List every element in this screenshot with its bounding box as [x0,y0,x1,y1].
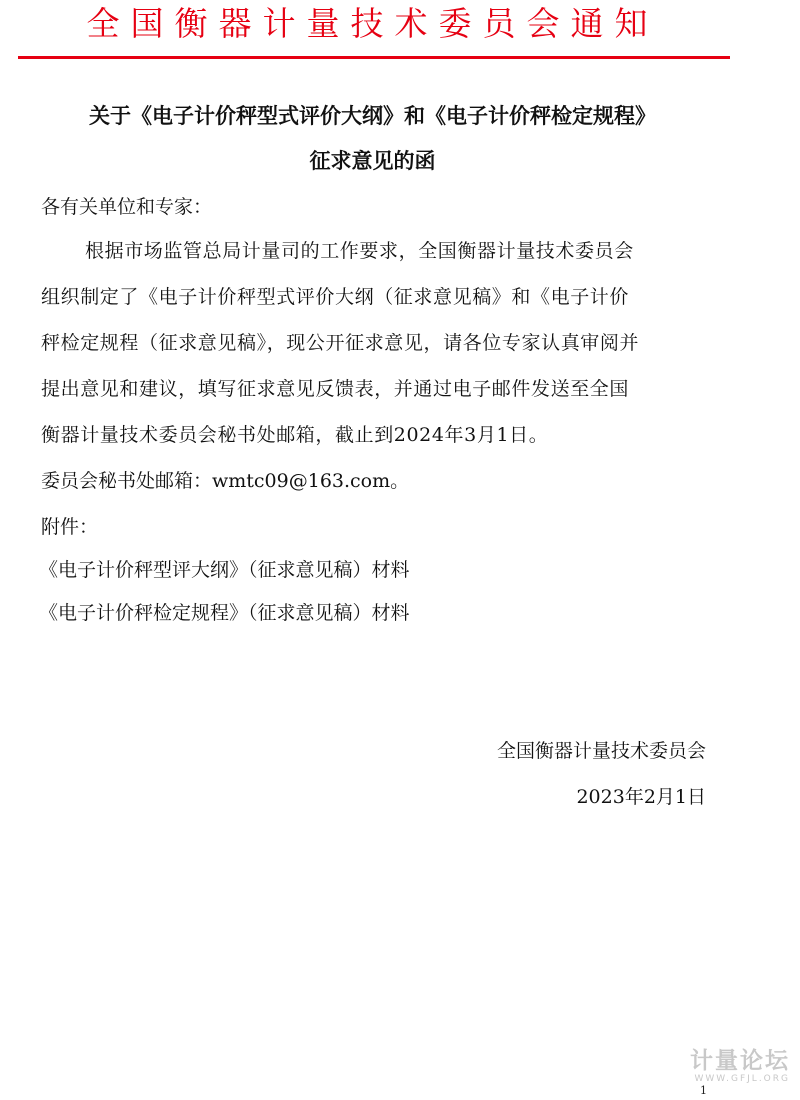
header-divider [18,56,730,59]
body-line: 秤检定规程（征求意见稿》，现公开征求意见，请各位专家认真审阅并 [41,332,640,354]
body-line: 组织制定了《电子计价秤型式评价大纲（征求意见稿》和《电子计价 [41,286,630,308]
body-paragraph [41,236,709,466]
body-line: 衡器计量技术委员会秘书处邮箱，截止到2024年3月1日。 [41,424,549,446]
document-title-line2: 征求意见的函 [309,149,436,173]
page-number: 1 [700,1084,707,1097]
body-line: 根据市场监管总局计量司的工作要求，全国衡器计量技术委员会 [85,240,634,262]
attachments-label: 附件： [41,516,99,538]
secretariat-email: 委员会秘书处邮箱：wmtc09@163.com。 [41,470,410,492]
attachment-item: 《电子计价秤型评大纲》（征求意见稿）材料 [39,559,410,581]
signature-date: 2023年2月1日 [576,786,706,808]
site-watermark [690,1048,790,1085]
signature-organization: 全国衡器计量技术委员会 [496,740,706,762]
notice-header-title: 全国衡器计量技术委员会通知 [86,4,659,43]
watermark-text: 计量论坛 [690,1048,790,1074]
body-line: 提出意见和建议，填写征求意见反馈表，并通过电子邮件发送至全国 [41,378,630,400]
document-title-line1: 关于《电子计价秤型式评价大纲》和《电子计价秤检定规程》 [89,104,656,128]
salutation: 各有关单位和专家： [41,196,213,218]
attachment-item: 《电子计价秤检定规程》（征求意见稿）材料 [39,602,410,624]
watermark-url: WWW.GFJL.ORG [694,1074,790,1084]
